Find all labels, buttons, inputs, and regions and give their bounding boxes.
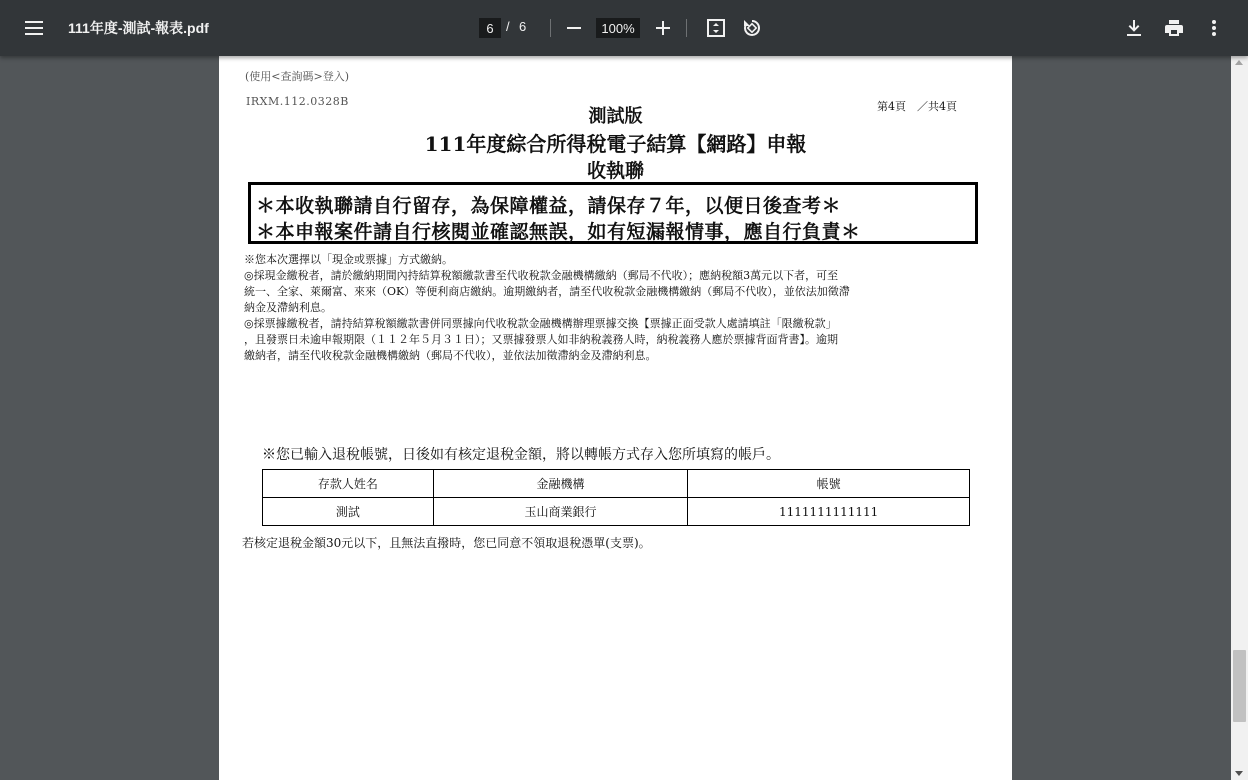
payment-paragraph: ◎採現金繳稅者，請於繳納期間內持結算稅額繳款書至代收稅款金融機構繳納（郵局不代收）；應納稅額3萬元以下者，可至 xyxy=(244,269,839,282)
toolbar-divider xyxy=(686,19,687,37)
notice-line: ＊本收執聯請自行留存，為保障權益，請保存７年，以便日後查考＊ xyxy=(256,195,842,217)
table-row xyxy=(263,498,970,526)
payment-paragraph: 繳納者，請至代收稅款金融機構繳納（郵局不代收），並依法加徵滯納金及滯納利息。 xyxy=(244,349,657,362)
table-header-row xyxy=(263,470,970,498)
zoom-input[interactable] xyxy=(596,18,640,38)
scroll-thumb[interactable] xyxy=(1233,650,1246,722)
payment-paragraph: 納金及滯納利息。 xyxy=(244,301,332,314)
toolbar-divider xyxy=(550,19,551,37)
payment-paragraph: 統一、全家、萊爾富、來來（OK）等便利商店繳納。逾期繳納者，請至代收稅款金融機構繳納（郵局不代收），並依法加徵滯 xyxy=(244,285,850,298)
cell-depositor-name: 測試 xyxy=(263,498,434,526)
notice-line: ＊本申報案件請自行核閱並確認無誤，如有短漏報情事，應自行負責＊ xyxy=(256,221,861,243)
cell-account-number: 1111111111111 xyxy=(688,498,970,526)
header-depositor-name: 存款人姓名 xyxy=(263,470,434,498)
fit-to-page-icon[interactable] xyxy=(700,12,732,44)
refund-account-table xyxy=(262,469,970,526)
page-separator: / xyxy=(506,19,510,34)
payment-paragraph: ※您本次選擇以「現金或票據」方式繳納。 xyxy=(244,253,453,266)
receipt-title: 收執聯 xyxy=(586,160,644,182)
minus-icon[interactable] xyxy=(558,12,590,44)
refund-account-note: ※您已輸入退稅帳號，日後如有核定退稅金額，將以轉帳方式存入您所填寫的帳戶。 xyxy=(262,447,780,463)
header-financial-institution: 金融機構 xyxy=(433,470,688,498)
page-number-input[interactable] xyxy=(479,18,501,38)
document-title: 111年度-測試-報表.pdf xyxy=(68,20,209,36)
plus-icon[interactable] xyxy=(647,12,679,44)
previous-page-line: (使用<查詢碼>登入) xyxy=(245,70,350,83)
hamburger-menu-icon[interactable] xyxy=(18,12,50,44)
payment-paragraph: ◎採票據繳稅者，請持結算稅額繳款書併同票據向代收稅款金融機構辦理票據交換【票據正面受款人處請填註「限繳稅款」 xyxy=(244,317,837,330)
download-icon[interactable] xyxy=(1118,12,1150,44)
title-test-version: 測試版 xyxy=(588,106,643,127)
scroll-down-arrow-icon[interactable] xyxy=(1235,771,1243,776)
page-indicator: 第4頁 ／共4頁 xyxy=(877,100,957,113)
pdf-page xyxy=(219,56,1012,780)
header-account-number: 帳號 xyxy=(688,470,970,498)
rotate-icon[interactable] xyxy=(736,12,768,44)
scroll-up-arrow-icon[interactable] xyxy=(1235,60,1243,65)
payment-paragraph: ，且發票日未逾申報期限（１１２年５月３１日）；又票據發票人如非納稅義務人時，納稅義務人應於票據背面背書】。逾期 xyxy=(244,333,838,346)
vertical-scrollbar[interactable] xyxy=(1231,56,1248,780)
report-title: 111年度綜合所得稅電子結算【網路】申報 xyxy=(424,132,807,156)
pdf-toolbar xyxy=(0,0,1248,56)
print-icon[interactable] xyxy=(1158,12,1190,44)
total-pages: 6 xyxy=(519,19,527,34)
more-vert-icon[interactable] xyxy=(1198,12,1230,44)
refund-threshold-note: 若核定退稅金額30元以下，且無法直撥時，您已同意不領取退稅憑單(支票)。 xyxy=(242,536,651,550)
form-code: IRXM.112.0328B xyxy=(246,95,349,108)
notice-box xyxy=(248,182,978,244)
cell-financial-institution: 玉山商業銀行 xyxy=(433,498,688,526)
